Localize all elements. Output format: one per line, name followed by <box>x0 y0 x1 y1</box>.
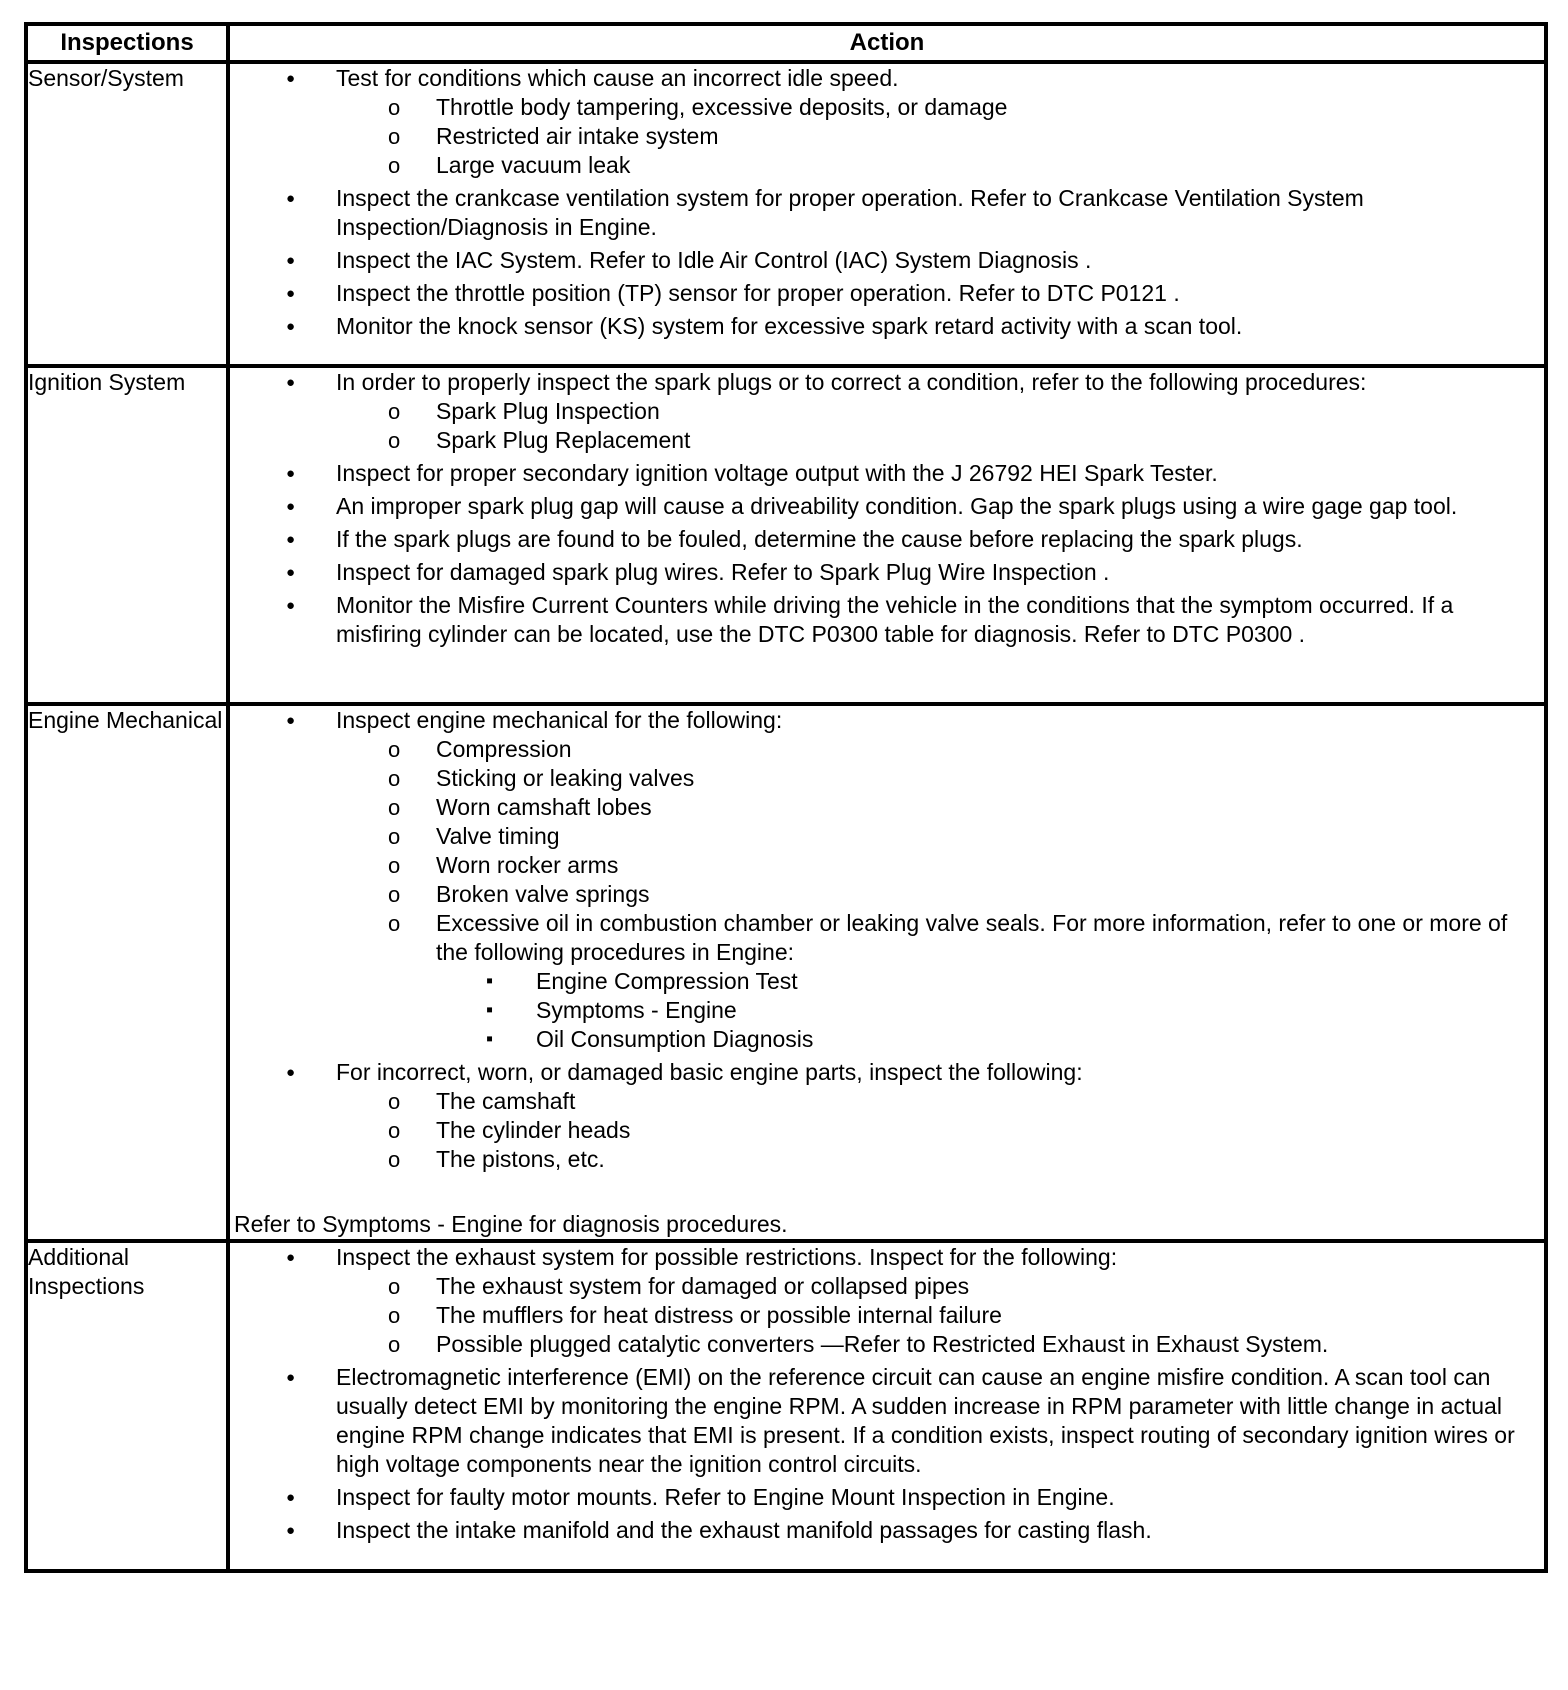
sub-item: o Sticking or leaking valves <box>336 764 1544 793</box>
sub-item: o The exhaust system for damaged or collapsed pipes <box>336 1272 1544 1301</box>
action-cell <box>228 1241 1546 1571</box>
table-row <box>26 704 1546 1241</box>
sub-list <box>436 397 1544 455</box>
sub-item: o Compression <box>336 735 1544 764</box>
sub-item: o The pistons, etc. <box>336 1145 1544 1174</box>
bullet-item: ● Inspect for damaged spark plug wires. Refer to Spark Plug Wire Inspection . <box>230 558 1544 587</box>
sub-item: o The mufflers for heat distress or possible internal failure <box>336 1301 1544 1330</box>
inspection-table <box>24 22 1548 1573</box>
bullet-item: ● An improper spark plug gap will cause a driveability condition. Gap the spark plugs using a wire gage gap tool. <box>230 492 1544 521</box>
bullet-item: ● Inspect the IAC System. Refer to Idle Air Control (IAC) System Diagnosis . <box>230 246 1544 275</box>
bullet-item <box>230 368 1544 455</box>
bullet-item: ● Inspect the crankcase ventilation system for proper operation. Refer to Crankcase Ventilation System Inspection/Diagnosis in Engine. <box>230 184 1544 242</box>
inspection-label: Additional Inspections <box>26 1241 228 1571</box>
bullet-item: ● Inspect for faulty motor mounts. Refer to Engine Mount Inspection in Engine. <box>230 1483 1544 1512</box>
bullet-text: In order to properly inspect the spark plugs or to correct a condition, refer to the following procedures: <box>336 369 1367 395</box>
header-row <box>26 24 1546 62</box>
sub-list <box>436 1087 1544 1174</box>
subsub-item: ▪ Engine Compression Test <box>436 967 1544 996</box>
bullet-item <box>230 1058 1544 1174</box>
bullet-item: ● Monitor the Misfire Current Counters while driving the vehicle in the conditions that the symptom occurred. If a misfiring cylinder can be located, use the DTC P0300 table for diagnosis. Refer to DTC P0300 . <box>230 591 1544 649</box>
action-list <box>230 1243 1544 1545</box>
action-cell <box>228 366 1546 704</box>
sub-item: o Large vacuum leak <box>336 151 1544 180</box>
bullet-item: ● If the spark plugs are found to be fouled, determine the cause before replacing the spark plugs. <box>230 525 1544 554</box>
sub-item: o The camshaft <box>336 1087 1544 1116</box>
action-list <box>230 64 1544 341</box>
sub-list <box>436 1272 1544 1359</box>
action-list <box>230 706 1544 1174</box>
header-action: Action <box>228 24 1546 62</box>
bullet-item <box>230 1243 1544 1359</box>
sub-item: o The cylinder heads <box>336 1116 1544 1145</box>
bullet-text: Inspect engine mechanical for the following: <box>336 707 783 733</box>
subsub-item: ▪ Symptoms - Engine <box>436 996 1544 1025</box>
sub-item: o Possible plugged catalytic converters —Refer to Restricted Exhaust in Exhaust System. <box>336 1330 1544 1359</box>
bullet-text: For incorrect, worn, or damaged basic engine parts, inspect the following: <box>336 1059 1083 1085</box>
sub-item: o Worn rocker arms <box>336 851 1544 880</box>
action-list <box>230 368 1544 649</box>
inspection-label: Ignition System <box>26 366 228 704</box>
bullet-item: ● Monitor the knock sensor (KS) system for excessive spark retard activity with a scan tool. <box>230 312 1544 341</box>
sub-item: o Valve timing <box>336 822 1544 851</box>
sub-list <box>436 735 1544 1054</box>
sub-item: o Restricted air intake system <box>336 122 1544 151</box>
sub-list <box>436 93 1544 180</box>
sub-item: o Spark Plug Replacement <box>336 426 1544 455</box>
action-cell <box>228 62 1546 366</box>
sub-text: Excessive oil in combustion chamber or leaking valve seals. For more information, refer to one or more of the following procedures in Engine: <box>436 910 1508 965</box>
table-row <box>26 1241 1546 1571</box>
inspection-label: Engine Mechanical <box>26 704 228 1241</box>
sub-item: o Broken valve springs <box>336 880 1544 909</box>
bullet-item <box>230 706 1544 1054</box>
sub-item: o Throttle body tampering, excessive deposits, or damage <box>336 93 1544 122</box>
table-row <box>26 366 1546 704</box>
header-inspections: Inspections <box>26 24 228 62</box>
bullet-item: ● Electromagnetic interference (EMI) on the reference circuit can cause an engine misfire condition. A scan tool can usually detect EMI by monitoring the engine RPM. A sudden increase in RPM parameter with little change in actual engine RPM change indicates that EMI is present. If a condition exists, inspect routing of secondary ignition wires or high voltage components near the ignition control circuits. <box>230 1363 1544 1479</box>
bullet-text: Test for conditions which cause an incorrect idle speed. <box>336 65 899 91</box>
inspection-label: Sensor/System <box>26 62 228 366</box>
bullet-item: ● Inspect the throttle position (TP) sensor for proper operation. Refer to DTC P0121 . <box>230 279 1544 308</box>
table-row <box>26 62 1546 366</box>
bullet-text: Inspect the exhaust system for possible restrictions. Inspect for the following: <box>336 1244 1118 1270</box>
diagnosis-note: Refer to Symptoms - Engine for diagnosis procedures. <box>234 1211 788 1237</box>
sub-item: o Spark Plug Inspection <box>336 397 1544 426</box>
bullet-item: ● Inspect the intake manifold and the exhaust manifold passages for casting flash. <box>230 1516 1544 1545</box>
sub-item: o Worn camshaft lobes <box>336 793 1544 822</box>
action-cell <box>228 704 1546 1241</box>
bullet-item <box>230 64 1544 180</box>
inspection-sheet <box>24 22 1544 1573</box>
subsub-item: ▪ Oil Consumption Diagnosis <box>436 1025 1544 1054</box>
sub-item <box>336 909 1544 1054</box>
bullet-item: ● Inspect for proper secondary ignition voltage output with the J 26792 HEI Spark Tester. <box>230 459 1544 488</box>
subsub-list <box>536 967 1544 1054</box>
